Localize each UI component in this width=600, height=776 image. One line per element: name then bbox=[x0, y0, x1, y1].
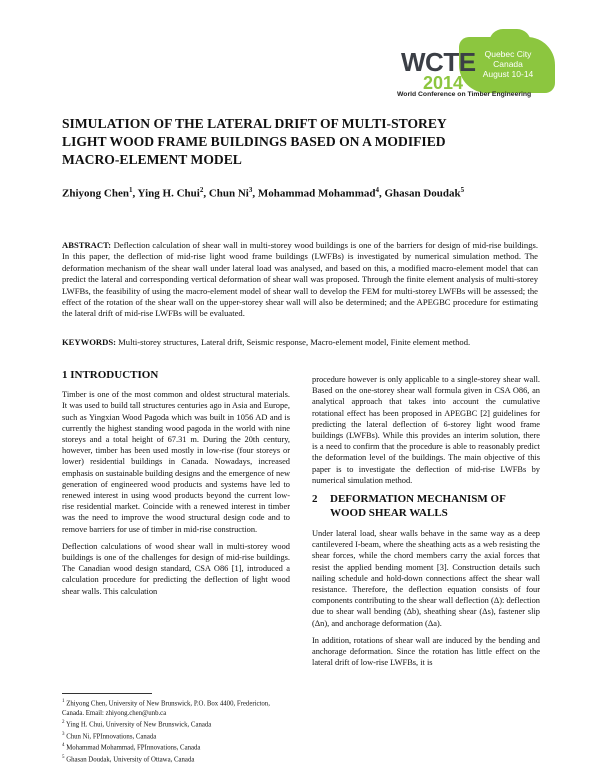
author-name: Ying H. Chui bbox=[137, 187, 200, 200]
logo-dates: August 10-14 bbox=[482, 69, 534, 79]
logo-wcte-text: WCTE bbox=[401, 47, 476, 77]
wcte-logo bbox=[393, 29, 573, 109]
author-name: Chun Ni bbox=[208, 187, 249, 200]
logo-country: Canada bbox=[493, 59, 523, 69]
intro-paragraph-3: procedure however is only applicable to a single-storey shear wall. Based on the one-storey shear wall formula given in CSA O86, an analytical approach that takes into account the cumulative rotational effect has been proposed in APEGBC [2] guidelines for predicting the lateral deflection of 6-storey light wood frame buildings (LWFBs). While this provides an interim solution, there is a need to confirm that the procedure is able to reasonably predict the deformation level of the buildings. The main objective of this paper is to investigate the deflection of mid-rise LWFBs by numerical simulation method. bbox=[312, 375, 540, 485]
paper-title: SIMULATION OF THE LATERAL DRIFT OF MULTI-STOREY LIGHT WOOD FRAME BUILDINGS BASED ON A MODIFIED MACRO-ELEMENT MODEL bbox=[62, 116, 447, 167]
left-column bbox=[62, 370, 290, 603]
keywords-text: Multi-storey structures, Lateral drift, Seismic response, Macro-element model, Finite element method. bbox=[118, 337, 471, 347]
section-heading-introduction: 1 INTRODUCTION bbox=[62, 369, 159, 381]
author-affiliation-mark: 1 bbox=[128, 186, 133, 194]
footnote-mark: 3 bbox=[62, 731, 65, 737]
footnotes bbox=[62, 697, 290, 765]
footnote bbox=[62, 718, 290, 730]
logo-year: 2014 bbox=[423, 73, 464, 93]
author-affiliation-mark: 3 bbox=[248, 186, 253, 194]
author-list: Zhiyong Chen$^1$, Ying H. Chui$^2$, Chun Ni$^3$, Mohammad Mohammad$^4$, Ghasan Doudak$^5$ bbox=[62, 186, 465, 200]
author-affiliation-mark: 4 bbox=[375, 186, 379, 194]
section-heading-deformation bbox=[312, 492, 540, 520]
author-name: Ghasan Doudak bbox=[384, 187, 461, 200]
footnote bbox=[62, 753, 290, 765]
section-heading-line: WOOD SHEAR WALLS bbox=[330, 507, 448, 520]
deformation-paragraph-2: In addition, rotations of shear wall are induced by the bending and anchorage deformation. Since the rotation has little effect on the lateral drift of low-rise LWFBs, it is bbox=[312, 635, 540, 668]
footnote-text: Chun Ni, FPInnovations, Canada bbox=[66, 733, 157, 741]
logo-location bbox=[465, 49, 551, 79]
logo-conference-name: World Conference on Timber Engineering bbox=[397, 91, 532, 98]
author-affiliation-mark: 2 bbox=[199, 186, 204, 194]
footnote-rule bbox=[62, 693, 152, 694]
author-name: Mohammad Mohammad bbox=[257, 187, 376, 200]
footnote-text: Mohammad Mohammad, FPInnovations, Canada bbox=[66, 744, 201, 752]
keywords bbox=[62, 337, 538, 348]
footnote-mark: 1 bbox=[62, 699, 65, 704]
intro-paragraph-1: Timber is one of the most common and oldest structural materials. It was used to build tall structures centuries ago in Asia and Europe, such as Yingxian Wood Pagoda which was built in 1056 AD and is currently the highest standing wood pagoda in the world with nine storeys and a total height of 67.31 m. During the 20th century, however, timber has been used mostly in low-rise (four storeys or lower) residential buildings in Canada. Nowadays, increased emphasis on sustainable building designs and the emergence of new generation of engineered wood products and systems have led to renewed interest in using wood products beyond the current low-rise residential market. Coincide with a renewed interest in timber was the need to improve the wood structural design code and to remove barriers for use of timber in mid-rise construction. bbox=[62, 390, 291, 534]
footnote-mark: 5 bbox=[62, 755, 65, 761]
abstract-label: ABSTRACT: bbox=[62, 240, 112, 250]
deformation-paragraph-1: Under lateral load, shear walls behave in the same way as a deep cantilevered I-beam, where the sheathing acts as a web resisting the shear forces, while the chord members carry the axial forces that resist the applied bending moment [3]. Construction details such nailing schedule and hold-down connections affect the shear wall resistance. Therefore, the deflection equation consists of four components contributing to the shear wall deflection (Δ): deflection due to shear wall bending (Δb), sheathing shear (Δs), fastener slip (Δn), and anchorage deformation (Δa). bbox=[312, 529, 540, 628]
footnote-mark: 2 bbox=[62, 720, 65, 726]
footnote bbox=[62, 697, 290, 718]
footnote-text: Ghasan Doudak, University of Ottawa, Canada bbox=[66, 756, 195, 764]
keywords-label: KEYWORDS: bbox=[62, 337, 116, 347]
footnote bbox=[62, 730, 290, 742]
footnote bbox=[62, 741, 290, 753]
logo-city: Quebec City bbox=[484, 49, 532, 59]
intro-paragraph-2: Deflection calculations of wood shear wall in multi-storey wood buildings is one of the challenges for design of mid-rise buildings. The Canadian wood design standard, CSA O86 [1], introduced a calculation procedure for predicting the deflection of light wood shear walls. This calculation bbox=[62, 541, 290, 596]
footnote-text: Ying H. Chui, University of New Brunswick, Canada bbox=[65, 721, 212, 729]
right-column bbox=[312, 374, 540, 674]
section-heading-line: DEFORMATION MECHANISM OF bbox=[330, 493, 506, 506]
author-name: Zhiyong Chen bbox=[62, 187, 129, 200]
abstract bbox=[62, 240, 538, 320]
author-affiliation-mark: 5 bbox=[460, 186, 465, 194]
footnote-text: Zhiyong Chen, University of New Brunswick, P.O. Box 4400, Fredericton, Canada. Email: zhiyong.chen@unb.ca bbox=[62, 700, 270, 717]
abstract-text: Deflection calculation of shear wall in multi-storey wood buildings is one of the barriers for design of mid-rise buildings. In this paper, the deflection of mid-rise light wood frame buildings (LWFBs) is investigated by numerical simulation method. The deformation mechanism of the shear wall under lateral load was analysed, and based on this, a modified macro-element model that can predict the lateral and corresponding vertical deformation of shear wall was proposed. Through the finite element analysis of multi-storey LWFBs, the feasibility of using the macro-element model of shear wall to develop the FEM for multi-storey LWFBs will be assessed; the effect of the rotation of the shear wall on the upper-storey shear wall will also be determined; and the APEGBC procedure for estimating the lateral drift of mid-rise LWFBs will be evaluated. bbox=[62, 240, 538, 319]
section-number: 2 bbox=[312, 493, 318, 506]
footnote-mark: 4 bbox=[62, 743, 65, 749]
